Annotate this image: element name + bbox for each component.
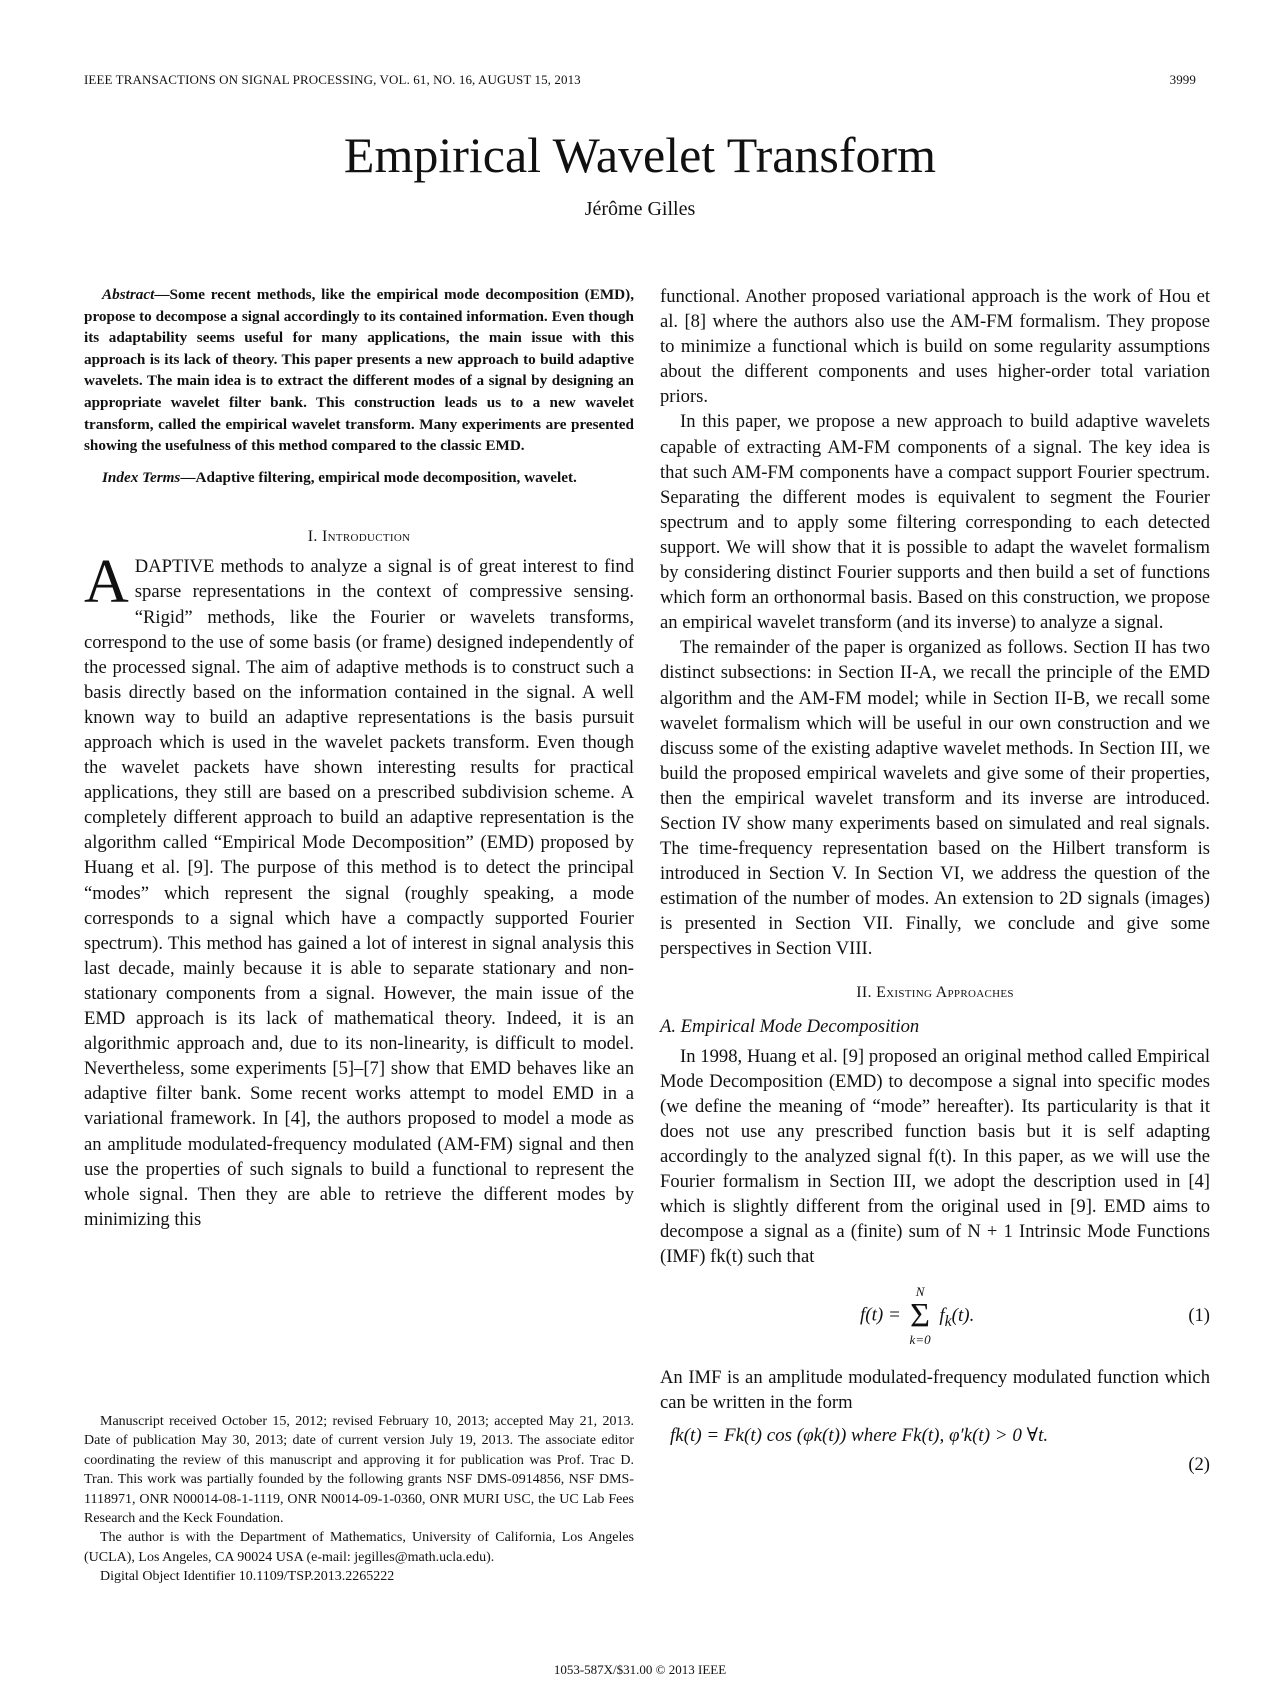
intro-paragraph-2: In this paper, we propose a new approach to build adaptive wavelets capable of extracting AM-FM components of a signal. The key idea is that such AM-FM components have a compact support Fourier spectrum. Separating the different modes is equivalent to segment the Fourier spectrum and to apply some filtering corresponding to each detected support. We will show that it is possible to adapt the wavelet formalism by considering distinct Fourier supports and then build a set of functions which form an orthonormal basis. Based on this construction, we propose an empirical wavelet transform (and its inverse) to analyze a signal. [660,411,1210,634]
index-terms-label: Index Terms [102,468,181,486]
right-column [660,284,1210,1480]
intro-paragraph-continued: functional. Another proposed variational approach is the work of Hou et al. [8] where the authors also use the AM-FM formalism. They propose to minimize a functional which is build on some regularity assumptions about the different components and uses higher-order total variation priors. [660,286,1210,408]
footnote-affiliation: The author is with the Department of Mathematics, University of California, Los Angeles (UCLA), Los Angeles, CA 90024 USA (e-mail: jegilles@math.ucla.edu). [84,1530,634,1565]
author-name: Jérôme Gilles [584,198,696,220]
equation-1-expression: f(t) = N Σ k=0 $f_k(t)$. [860,1284,975,1348]
section-title: Existing Approaches [876,983,1014,1001]
equation-2-number: (2) [1188,1453,1210,1475]
equation-2 [660,1424,1210,1480]
first-page-footnote [84,1412,634,1587]
footnote-manuscript: Manuscript received October 15, 2012; revised February 10, 2013; accepted May 21, 2013. Date of publication May 30, 2013; date of current version July 19, 2013. The associate editor coordinating the review of this manuscript and approving it for publication was Prof. Trac D. Tran. This work was partially founded by the following grants NSF DMS-0914856, NSF DMS-1118971, ONR N00014-08-1-1119, ONR N0014-09-1-0360, ONR MURI USC, the UC Lab Fees Research and the Keck Foundation. [84,1414,634,1527]
paper-title: Empirical Wavelet Transform [343,127,937,183]
journal-name: IEEE TRANSACTIONS ON SIGNAL PROCESSING, VOL. 61, NO. 16, AUGUST 15, 2013 [84,72,581,87]
sum-lower-limit: k=0 [909,1332,931,1348]
emd-paragraph: In 1998, Huang et al. [9] proposed an original method called Empirical Mode Decomposition (EMD) to decompose a signal into specific modes (we define the meaning of “mode” hereafter). Its particularity is that it does not use any prescribed function basis but it is self adapting accordingly to the analyzed signal f(t). In this paper, as we will use the Fourier formalism in Section III, we adopt the description used in [4] which is slightly different from the original used in [9]. EMD aims to decompose a signal as a (finite) sum of N + 1 Intrinsic Mode Functions (IMF) fk(t) such that [660,1045,1210,1268]
running-header [84,72,1196,94]
intro-paragraph-text: DAPTIVE methods to analyze a signal is of great interest to find sparse representations in the context of compressive sensing. “Rigid” methods, like the Fourier or wavelets transforms, correspond to the use of some basis (or frame) designed independently of the processed signal. The aim of adaptive methods is to construct such a basis directly based on the information contained in the signal. A well known way to build an adaptive representations is the basis pursuit approach which is used in the wavelet packets transform. Even though the wavelet packets have shown interesting results for practical applications, they still are based on a prescribed subdivision scheme. A completely different approach to build an adaptive representation is the algorithm called “Empirical Mode Decomposition” (EMD) proposed by Huang et al. [9]. The purpose of this method is to detect the principal “modes” which represent the signal (roughly speaking, a mode corresponds to a signal which have a compactly supported Fourier spectrum). This method has gained a lot of interest in signal analysis this last decade, mainly because it is able to separate stationary and non-stationary components from a signal. However, the main issue of the EMD approach is its lack of mathematical theory. Indeed, it is an algorithmic approach and, due to its non-linearity, is difficult to model. Nevertheless, some experiments [5]–[7] show that EMD behaves like an adaptive filter bank. Some recent works attempt to model EMD in a variational framework. In [4], the authors proposed to model a mode as an amplitude modulated-frequency modulated (AM-FM) signal and then use the properties of such signals to build a functional to represent the whole signal. Then they are able to retrieve the different modes by minimizing this [84,556,634,1230]
copyright-footer: 1053-587X/$31.00 © 2013 IEEE [553,1662,727,1677]
abstract-label: Abstract [102,286,155,303]
abstract-text: —Some recent methods, like the empirical mode decomposition (EMD), propose to decompose a signal accordingly to its contained information. Even though its adaptability seems useful for many applications, the main issue with this approach is its lack of theory. This paper presents a new approach to build adaptive wavelets. The main idea is to extract the different modes of a signal by designing an appropriate wavelet filter bank. This construction leads us to a new wavelet transform, called the empirical wavelet transform. Many experiments are presented showing the usefulness of this method compared to the classic EMD. [84,286,634,455]
equation-1 [660,1279,1210,1355]
section-title: Introduction [321,528,411,546]
sum-upper-limit: N [915,1284,925,1300]
index-terms-text: —Adaptive filtering, empirical mode decomposition, wavelet. [180,468,577,486]
summation-symbol: N Σ k=0 [909,1284,931,1348]
page-number: 3999 [1169,72,1196,87]
footnote-doi: Digital Object Identifier 10.1109/TSP.2013.2265222 [100,1569,395,1585]
index-terms [84,467,634,489]
intro-paragraph-3: The remainder of the paper is organized as follows. Section II has two distinct subsections: in Section II-A, we recall the principle of the EMD algorithm and the AM-FM model; while in Section II-B, we recall some wavelet formalism which will be useful in our own construction and we discuss some of the existing adaptive wavelet methods. In Section III, we build the proposed empirical wavelets and give some of their properties, then the empirical wavelet transform and its inverse are introduced. Section IV show many experiments based on simulated and real signals. The time-frequency representation based on the Hilbert transform is introduced in Section V. In Section VI, we address the question of the estimation of the number of modes. An extension to 2D signals (images) is presented in Section VII. Finally, we conclude and give some perspectives in Section VIII. [660,637,1210,960]
section-number: I. [307,528,318,546]
section-heading-existing-approaches [660,984,1210,1002]
abstract [84,284,634,457]
intro-paragraph [84,548,634,1232]
section-number: II. [856,983,872,1001]
equation-2-expression: fk(t) = Fk(t) cos (φk(t)) where Fk(t), φ′k(t) > 0 ∀t. [670,1424,1049,1446]
equation-1-number: (1) [1188,1305,1210,1327]
imf-paragraph: An IMF is an amplitude modulated-frequency modulated function which can be written in the form [660,1367,1210,1414]
left-column [84,284,634,1232]
section-heading-introduction [84,528,634,546]
drop-cap: A [84,548,129,617]
subsection-heading: A. Empirical Mode Decomposition [660,1015,920,1037]
